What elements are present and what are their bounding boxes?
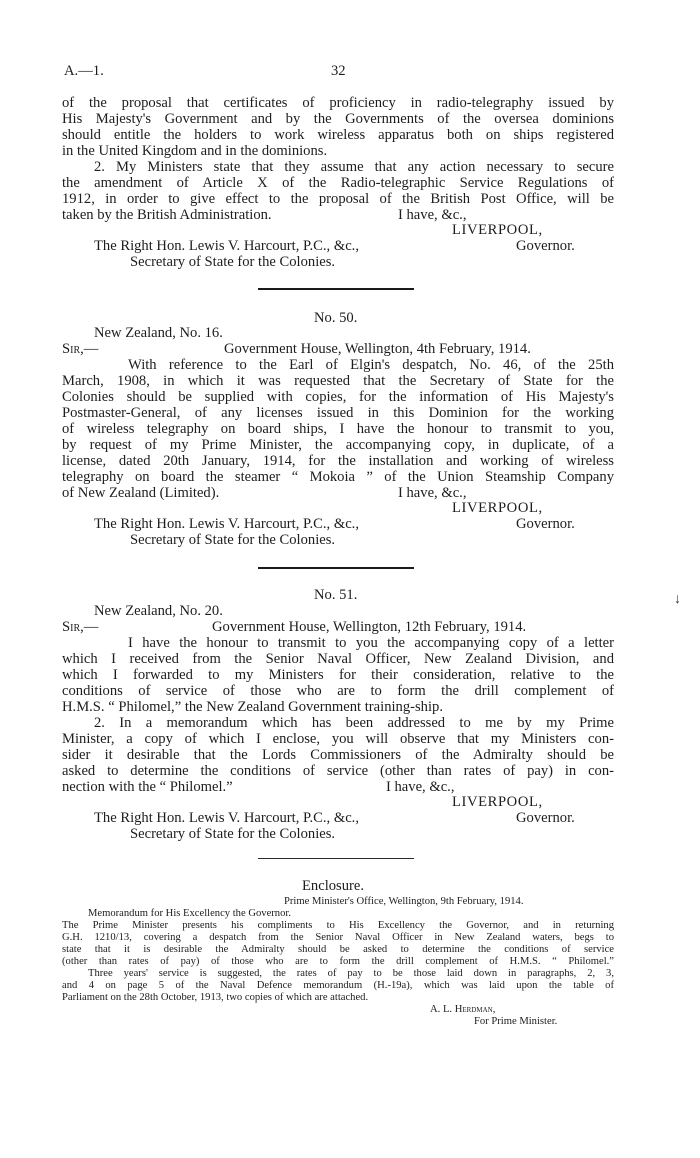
text-line: Parliament on the 28th October, 1913, two copies of which are attached.	[62, 992, 369, 1003]
text-line: Three years' service is suggested, the rates of pay to be those laid down in paragraphs, 2, 3,	[88, 968, 614, 979]
addressee-line: The Right Hon. Lewis V. Harcourt, P.C., &c.,	[94, 810, 359, 826]
signature-name: LIVERPOOL,	[452, 500, 543, 516]
signature-name: A. L. Herdman,	[430, 1004, 496, 1015]
text-line: H.M.S. “ Philomel,” the New Zealand Government training-ship.	[62, 699, 443, 715]
text-line: state that it is desirable the Admiralty should be asked to determine the conditions of service	[62, 944, 614, 955]
text-line: should entitle the holders to work wireless apparatus both on ships registered	[62, 127, 614, 143]
text-line: which I received from the Senior Naval Officer, New Zealand Division, and	[62, 651, 614, 667]
enclosure-heading: Enclosure.	[302, 878, 365, 894]
text-line: 2. My Ministers state that they assume that any action necessary to secure	[94, 159, 614, 175]
text-line: license, dated 20th January, 1914, for the installation and working of wireless	[62, 453, 614, 469]
text-line: I have the honour to transmit to you the accompanying copy of a letter	[128, 635, 614, 651]
section-rule	[258, 288, 414, 290]
dateline: Government House, Wellington, 4th February, 1914.	[224, 341, 531, 357]
text-line: by request of my Prime Minister, the accompanying copy, in duplicate, of a	[62, 437, 614, 453]
text-line: conditions of service of those who are to form the drill complement of	[62, 683, 614, 699]
addressee-line: Secretary of State for the Colonies.	[130, 826, 336, 842]
signer-title: Governor.	[516, 238, 575, 254]
addressee-line: The Right Hon. Lewis V. Harcourt, P.C., &c.,	[94, 238, 359, 254]
text-line: His Majesty's Government and by the Governments of the oversea dominions	[62, 111, 614, 127]
text-line: of wireless telegraphy on board ships, I have the honour to transmit to you,	[62, 421, 614, 437]
text-line: G.H. 1210/13, covering a despatch from the Senior Naval Officer in New Zealand waters, begs to	[62, 932, 614, 943]
despatch-ref: New Zealand, No. 16.	[94, 325, 223, 341]
text-line: nection with the “ Philomel.”	[62, 779, 233, 795]
dateline: Government House, Wellington, 12th February, 1914.	[212, 619, 527, 635]
signer-title: Governor.	[516, 810, 575, 826]
text-line: March, 1908, in which it was requested that the Secretary of State for the	[62, 373, 614, 389]
text-line: which I forwarded to my Ministers for their consideration, relative to the	[62, 667, 614, 683]
memo-heading: Memorandum for His Excellency the Governor.	[88, 908, 291, 919]
despatch-heading: No. 50.	[314, 310, 358, 326]
signature-name: LIVERPOOL,	[452, 222, 543, 238]
section-rule	[258, 567, 414, 569]
text-line: telegraphy on board the steamer “ Mokoia ” of the Union Steamship Company	[62, 469, 614, 485]
addressee-line: Secretary of State for the Colonies.	[130, 254, 336, 270]
text-line: the amendment of Article X of the Radio-telegraphic Service Regulations of	[62, 175, 614, 191]
signer-title: For Prime Minister.	[474, 1016, 558, 1027]
text-line: 2. In a memorandum which has been addressed to me by my Prime	[94, 715, 614, 731]
signature-name: LIVERPOOL,	[452, 794, 543, 810]
salutation: Sir,—	[62, 341, 99, 357]
text-line: (other than rates of pay) of those who are to form the drill complement of H.M.S. “ Philomel.”	[62, 956, 614, 967]
text-line: Colonies should be supplied with copies, for the information of His Majesty's	[62, 389, 614, 405]
page-number: 32	[331, 63, 346, 79]
text-line: of the proposal that certificates of proficiency in radio-telegraphy issued by	[62, 95, 614, 111]
signer-title: Governor.	[516, 516, 575, 532]
text-line: in the United Kingdom and in the dominions.	[62, 143, 328, 159]
despatch-heading: No. 51.	[314, 587, 358, 603]
text-line: and 4 on page 5 of the Naval Defence memorandum (H.-19a), which was laid upon the table of	[62, 980, 614, 991]
closing-line: I have, &c.,	[398, 207, 467, 223]
closing-line: I have, &c.,	[398, 485, 467, 501]
addressee-line: The Right Hon. Lewis V. Harcourt, P.C., &c.,	[94, 516, 359, 532]
closing-line: I have, &c.,	[386, 779, 455, 795]
text-line: With reference to the Earl of Elgin's despatch, No. 46, of the 25th	[128, 357, 614, 373]
salutation: Sir,—	[62, 619, 99, 635]
margin-mark: ↓	[674, 592, 681, 607]
document-series-ref: A.—1.	[64, 63, 104, 79]
addressee-line: Secretary of State for the Colonies.	[130, 532, 336, 548]
text-line: asked to determine the conditions of service (other than rates of pay) in con-	[62, 763, 614, 779]
text-line: The Prime Minister presents his compliments to His Excellency the Governor, and in returning	[62, 920, 614, 931]
section-rule	[258, 858, 414, 859]
text-line: sider it desirable that the Lords Commissioners of the Admiralty should be	[62, 747, 614, 763]
text-line: Postmaster-General, of any licenses issued in this Dominion for the working	[62, 405, 614, 421]
text-line: of New Zealand (Limited).	[62, 485, 220, 501]
despatch-ref: New Zealand, No. 20.	[94, 603, 223, 619]
enclosure-dateline: Prime Minister's Office, Wellington, 9th February, 1914.	[284, 896, 524, 907]
text-line: Minister, a copy of which I enclose, you will observe that my Ministers con-	[62, 731, 614, 747]
text-line: 1912, in order to give effect to the proposal of the British Post Office, will be	[62, 191, 614, 207]
text-line: taken by the British Administration.	[62, 207, 272, 223]
